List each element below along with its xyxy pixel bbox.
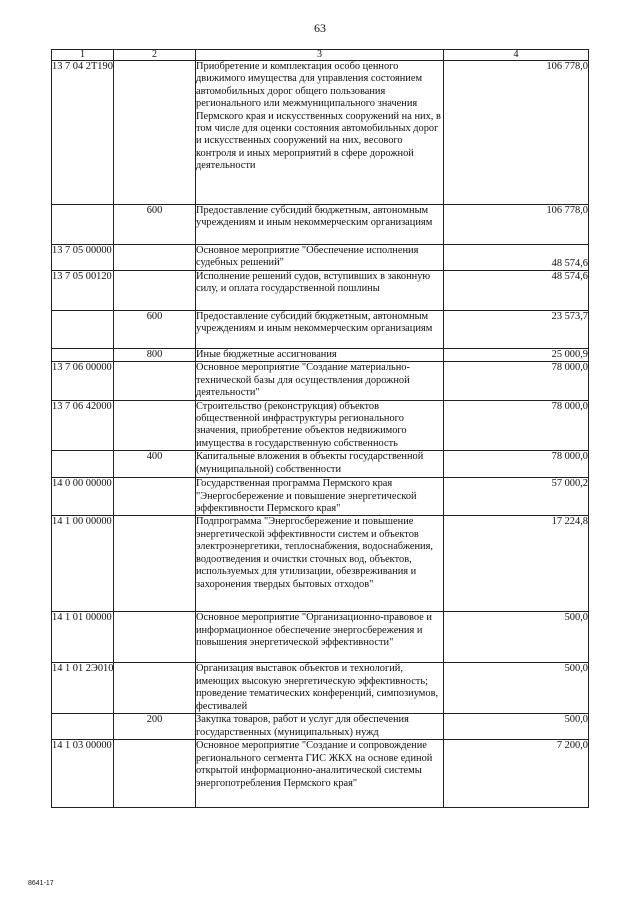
table-row [52, 714, 589, 740]
table-row [52, 612, 589, 663]
table-row [52, 400, 589, 451]
item-name: Основное мероприятие "Создание материально-технической базы для осуществления дорожной деятельности" [196, 362, 444, 400]
item-name: Подпрограмма "Энергосбережение и повышение энергетической эффективности систем и объектов электроэнергетики, теплоснабжения, водоснабжения, водоотведения и очистки сточных вод, объектов, используемых для утилизации, обезвреживания и захоронения твердых бытовых отходов" [196, 516, 444, 612]
item-name: Приобретение и комплектация особо ценного движимого имущества для управления состоянием автомобильных дорог общего пользования регионального или межмуниципального значения Пермского края и искусственных сооружений на них, в том числе для оценки состояния автомобильных дорог и искусственных сооружений на них, весового контроля и иных мероприятий в сфере дорожной деятельности [196, 61, 444, 205]
target-article-code: 13 7 04 2Т190 [52, 61, 114, 205]
expense-type-code: 200 [114, 714, 196, 740]
item-name: Закупка товаров, работ и услуг для обеспечения государственных (муниципальных) нужд [196, 714, 444, 740]
column-header: 2 [114, 50, 196, 61]
page-number: 63 [314, 21, 326, 35]
column-header: 4 [444, 50, 589, 61]
amount-value: 7 200,0 [444, 740, 589, 808]
expense-type-code [114, 478, 196, 516]
expense-type-code [114, 61, 196, 205]
item-name: Основное мероприятие "Обеспечение исполнения судебных решений" [196, 245, 444, 271]
item-name: Предоставление субсидий бюджетным, автономным учреждениям и иным некоммерческим организациям [196, 311, 444, 349]
item-name: Основное мероприятие "Организационно-правовое и информационное обеспечение энергосбережения и повышения энергетической эффективности" [196, 612, 444, 663]
expense-type-code [114, 516, 196, 612]
table-row [52, 663, 589, 714]
amount-value: 500,0 [444, 714, 589, 740]
expense-type-code [114, 400, 196, 451]
amount-value: 48 574,6 [444, 245, 589, 271]
table-row [52, 362, 589, 400]
item-name: Капитальные вложения в объекты государственной (муниципальной) собственности [196, 451, 444, 478]
table-header-row [52, 50, 589, 61]
expense-type-code [114, 245, 196, 271]
target-article-code: 13 7 06 00000 [52, 362, 114, 400]
amount-value: 57 000,2 [444, 478, 589, 516]
expense-type-code [114, 362, 196, 400]
amount-value: 106 778,0 [444, 61, 589, 205]
item-name: Иные бюджетные ассигнования [196, 349, 444, 362]
table-row [52, 349, 589, 362]
table-row [52, 271, 589, 311]
target-article-code: 13 7 05 00000 [52, 245, 114, 271]
amount-value: 106 778,0 [444, 205, 589, 245]
item-name: Организация выставок объектов и технологий, имеющих высокую энергетическую эффективность; проведение тематических конференций, симпозиумов, фестивалей [196, 663, 444, 714]
item-name: Строительство (реконструкция) объектов общественной инфраструктуры регионального значения, приобретение объектов недвижимого имущества в государственную собственность [196, 400, 444, 451]
table-row [52, 245, 589, 271]
target-article-code: 13 7 05 00120 [52, 271, 114, 311]
amount-value: 17 224,8 [444, 516, 589, 612]
table-row [52, 205, 589, 245]
table-row [52, 61, 589, 205]
table-row [52, 740, 589, 808]
amount-value: 78 000,0 [444, 362, 589, 400]
target-article-code [52, 451, 114, 478]
amount-value: 23 573,7 [444, 311, 589, 349]
table-row [52, 478, 589, 516]
target-article-code [52, 311, 114, 349]
expense-type-code: 400 [114, 451, 196, 478]
amount-value: 500,0 [444, 663, 589, 714]
amount-value: 78 000,0 [444, 400, 589, 451]
target-article-code [52, 714, 114, 740]
column-header: 3 [196, 50, 444, 61]
item-name: Исполнение решений судов, вступивших в законную силу, и оплата государственной пошлины [196, 271, 444, 311]
column-header: 1 [52, 50, 114, 61]
amount-value: 78 000,0 [444, 451, 589, 478]
target-article-code [52, 349, 114, 362]
item-name: Предоставление субсидий бюджетным, автономным учреждениям и иным некоммерческим организациям [196, 205, 444, 245]
expense-type-code [114, 740, 196, 808]
expense-type-code: 600 [114, 311, 196, 349]
item-name: Основное мероприятие "Создание и сопровождение регионального сегмента ГИС ЖКХ на основе единой открытой информационно-аналитической системы энергопотребления Пермского края" [196, 740, 444, 808]
table-row [52, 516, 589, 612]
amount-value: 25 000,9 [444, 349, 589, 362]
expense-type-code [114, 663, 196, 714]
target-article-code: 14 1 01 2Э010 [52, 663, 114, 714]
expense-type-code: 600 [114, 205, 196, 245]
expense-type-code [114, 271, 196, 311]
target-article-code: 14 1 03 00000 [52, 740, 114, 808]
item-name: Государственная программа Пермского края "Энергосбережение и повышение энергетической эффективности Пермского края" [196, 478, 444, 516]
amount-value: 500,0 [444, 612, 589, 663]
amount-value: 48 574,6 [444, 271, 589, 311]
document-code: 8641-17 [28, 880, 54, 887]
expense-type-code: 800 [114, 349, 196, 362]
expense-type-code [114, 612, 196, 663]
budget-table [51, 49, 589, 808]
table-row [52, 311, 589, 349]
table-row [52, 451, 589, 478]
target-article-code: 14 1 00 00000 [52, 516, 114, 612]
target-article-code: 14 0 00 00000 [52, 478, 114, 516]
target-article-code [52, 205, 114, 245]
target-article-code: 13 7 06 42000 [52, 400, 114, 451]
target-article-code: 14 1 01 00000 [52, 612, 114, 663]
